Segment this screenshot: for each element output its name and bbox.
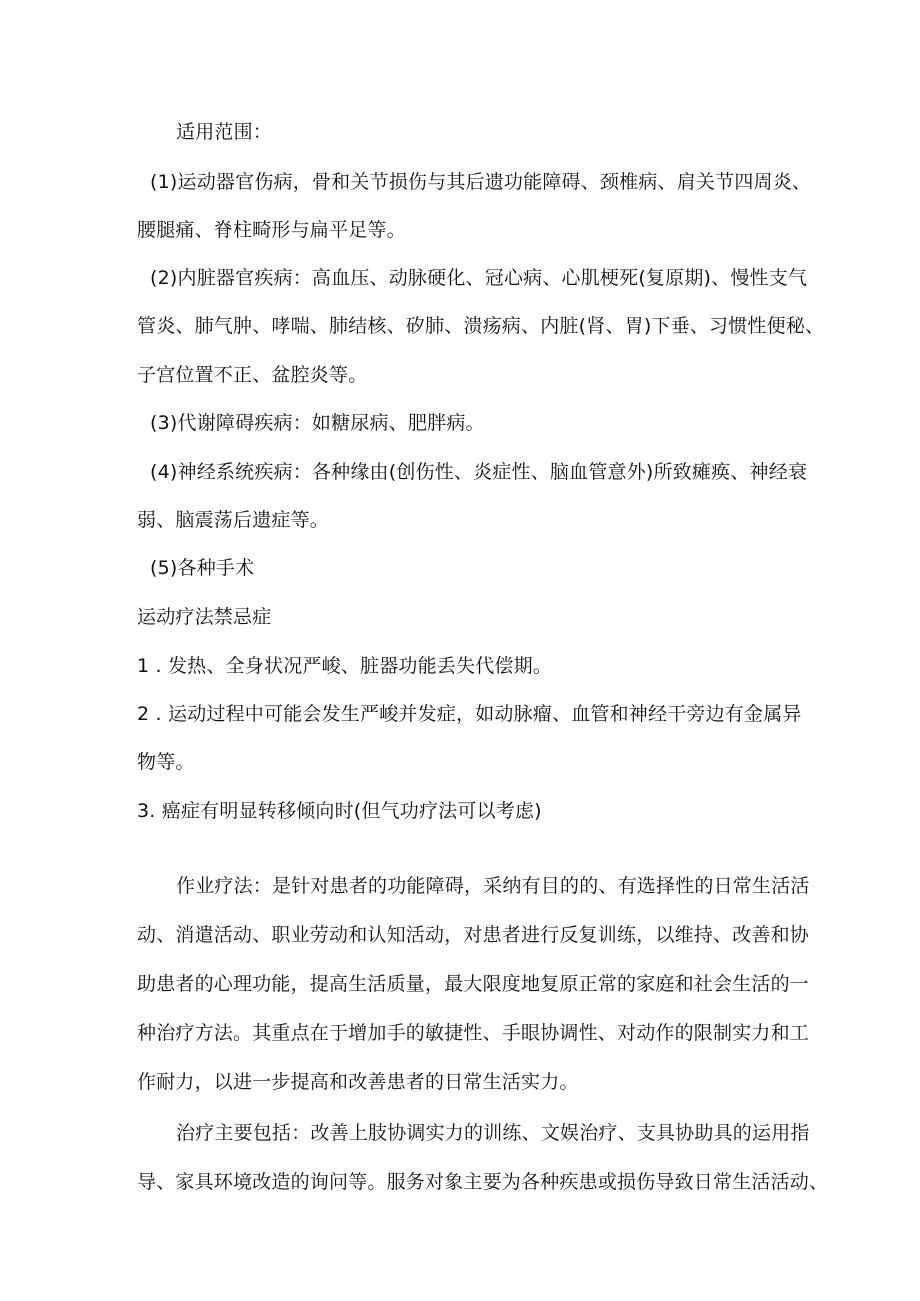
scope-item-1-line-1: (1)运动器官伤病，骨和关节损伤与其后遗功能障碍、颈椎病、肩关节四周炎、: [150, 171, 812, 193]
occupational-therapy-line-2: 动、消遣活动、职业劳动和认知活动，对患者进行反复训练，以维持、改善和协: [137, 924, 810, 946]
scope-item-1-line-2: 腰腿痛、脊柱畸形与扁平足等。: [137, 219, 406, 241]
contraindication-item-2-line-1: 2 . 运动过程中可能会发生严峻并发症，如动脉瘤、血管和神经干旁边有金属异: [137, 703, 802, 725]
occupational-therapy-line-1: 作业疗法：是针对患者的功能障碍，采纳有目的的、有选择性的日常生活活: [176, 875, 810, 897]
scope-item-3-line-1: (3)代谢障碍疾病：如糖尿病、肥胖病。: [150, 412, 485, 434]
scope-heading: 适用范围：: [176, 121, 273, 143]
contraindication-item-2-line-2: 物等。: [137, 751, 195, 773]
occupational-therapy-line-5: 作耐力，以进一步提高和改善患者的日常生活实力。: [137, 1071, 579, 1093]
occupational-therapy-line-3: 助患者的心理功能，提高生活质量，最大限度地复原正常的家庭和社会生活的一: [137, 973, 810, 995]
contraindication-item-1: 1 . 发热、全身状况严峻、脏器功能丢失代偿期。: [137, 655, 553, 677]
occupational-therapy-line-4: 种治疗方法。其重点在于增加手的敏捷性、手眼协调性、对动作的限制实力和工: [137, 1022, 810, 1044]
scope-item-2-line-1: (2)内脏器官疾病：高血压、动脉硬化、冠心病、心肌梗死(复原期)、慢性支气: [150, 267, 808, 289]
scope-item-4-line-1: (4)神经系统疾病：各种缘由(创伤性、炎症性、脑血管意外)所致瘫痪、神经衰: [150, 461, 808, 483]
contraindication-heading: 运动疗法禁忌症: [137, 606, 272, 628]
scope-item-4-line-2: 弱、脑震荡后遗症等。: [137, 509, 330, 531]
scope-item-2-line-3: 子宫位置不正、盆腔炎等。: [137, 364, 368, 386]
treatment-line-1: 治疗主要包括：改善上肢协调实力的训练、文娱治疗、支具协助具的运用指: [176, 1122, 810, 1144]
contraindication-item-3: 3. 癌症有明显转移倾向时(但气功疗法可以考虑): [137, 800, 542, 822]
scope-item-2-line-2: 管炎、肺气肿、哮喘、肺结核、矽肺、溃疡病、内脏(肾、胃)下垂、习惯性便秘、: [137, 315, 825, 337]
treatment-line-2: 导、家具环境改造的询问等。服务对象主要为各种疾患或损伤导致日常生活活动、: [137, 1171, 829, 1193]
scope-item-5-line-1: (5)各种手术: [150, 557, 255, 579]
